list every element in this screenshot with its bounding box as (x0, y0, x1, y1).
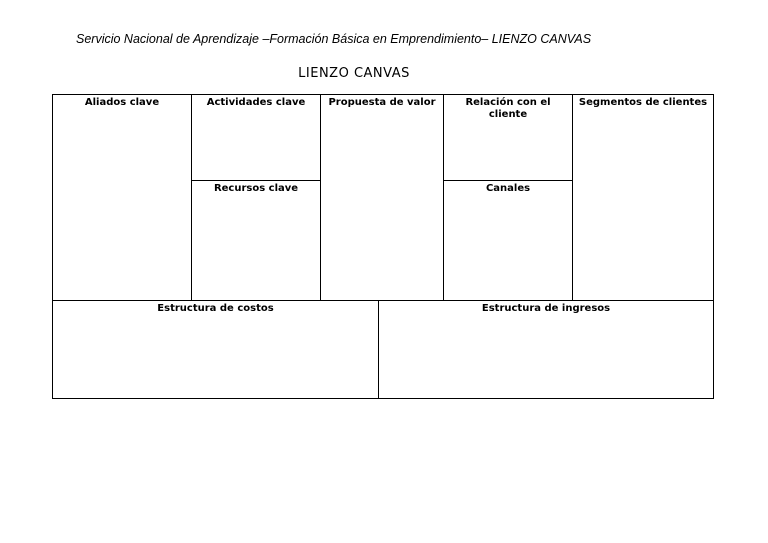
revenue-streams-box (379, 301, 713, 398)
document-title: LIENZO CANVAS (298, 66, 410, 81)
key-resources-label: Recursos clave (213, 183, 299, 194)
key-resources-box (192, 181, 321, 301)
value-proposition-label: Propuesta de valor (328, 97, 436, 108)
document-header: Servicio Nacional de Aprendizaje –Formación Básica en Emprendimiento– LIENZO CANVAS (76, 32, 592, 46)
value-proposition-box (321, 95, 444, 301)
key-activities-box (192, 95, 321, 181)
business-model-canvas (52, 94, 714, 399)
customer-segments-box (573, 95, 713, 301)
customer-relationships-box (444, 95, 573, 181)
channels-label: Canales (485, 183, 531, 194)
key-activities-label: Actividades clave (206, 97, 306, 108)
channels-box (444, 181, 573, 301)
cost-structure-box (53, 301, 379, 398)
key-partners-label: Aliados clave (84, 97, 160, 108)
key-partners-box (53, 95, 192, 301)
revenue-streams-label: Estructura de ingresos (481, 303, 611, 314)
customer-relationships-label: Relación con el cliente (465, 97, 551, 120)
customer-segments-label: Segmentos de clientes (578, 97, 708, 108)
cost-structure-label: Estructura de costos (157, 303, 274, 314)
